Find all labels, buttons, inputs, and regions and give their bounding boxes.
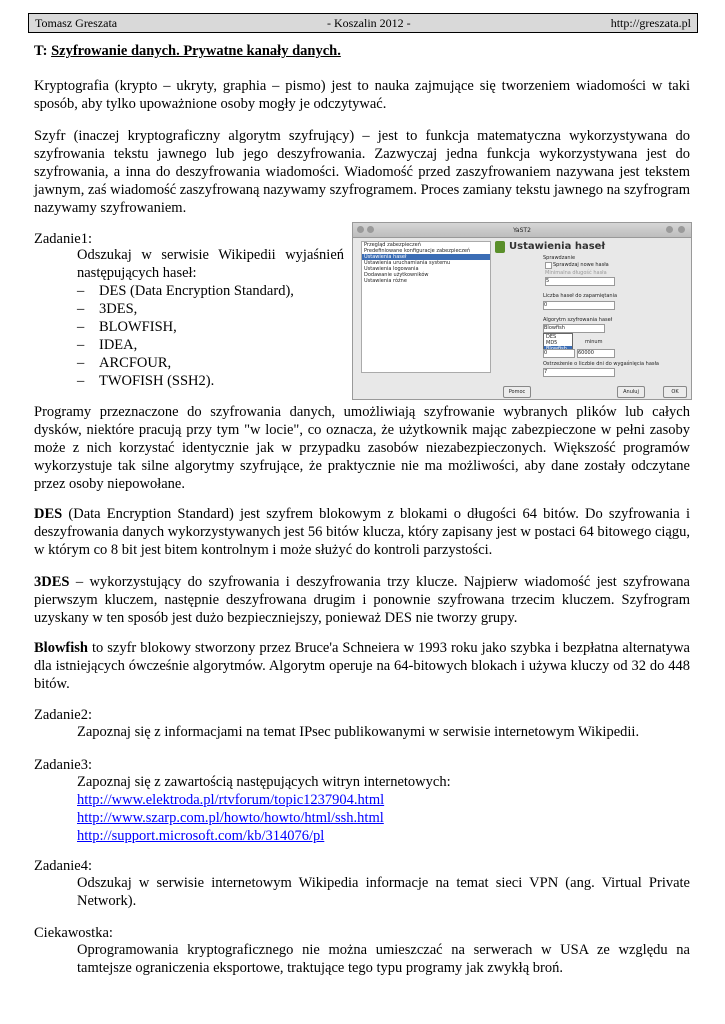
header-author: Tomasz Greszata bbox=[35, 16, 118, 30]
curiosity-text: Oprogramowania kryptograficznego nie można umieszczać na serwerach w USA ze względu na tamtejsze ograniczenia eksportowe, traktujące tego typu programy jak zwykłą broń. bbox=[77, 942, 690, 976]
paragraph-programy: Programy przeznaczone do szyfrowania danych, umożliwiają szyfrowanie wybranych plików lub całych dysków, niektóre pracują przy tym "w locie", co oznacza, że użytkownik mając zabezpieczone w pełni zasoby może z nich korzystać identycznie jak w przypadku zasobów niezabezpieczonych. Większość programów wykorzystuje tak silne algorytmy szyfrujące, że praktycznie nie ma możliwości, aby dane zostały odczytane przez osoby niepowołane. bbox=[34, 404, 690, 492]
sidebar-item: Ustawienia różne bbox=[364, 278, 407, 284]
list-item: – TWOFISH (SSH2). bbox=[77, 372, 294, 390]
paragraph-szyfr: Szyfr (inaczej kryptograficzny algorytm szyfrujący) – jest to funkcja matematyczna wykorzystywana do szyfrowania tekstu jawnego lub jego deszyfrowania. Zazwyczaj jedna funkcja wykorzystywana jest do szyfrowania, a inna do deszyfrowania wiadomości. Wiadomość przed zaszyfrowaniem nazywana jest tekstem jawnym, zaś wiadomość zaszyfrowaną nazywamy szyfrogramem. Proces zamiany tekstu jawnego na szyfrogram nazywamy szyfrowaniem. bbox=[34, 128, 690, 216]
min-length-label: Minimalna długość hasła bbox=[545, 270, 607, 276]
list-item: – BLOWFISH, bbox=[77, 318, 294, 336]
paragraph-kryptografia: Kryptografia (krypto – ukryty, graphia – pismo) jest to nauka zajmujące się tworzeniem wiadomości w taki sposób, aby tylko upoważnione osoby mogły je odczytywać. bbox=[34, 78, 690, 112]
help-button: Pomoc bbox=[503, 386, 531, 398]
warn-label: Ostrzeżenie o liczbie dni do wygaśnięcia hasła bbox=[543, 361, 659, 367]
header-site: http://greszata.pl bbox=[610, 16, 691, 30]
minimize-icon bbox=[666, 226, 673, 233]
history-label: Liczba haseł do zapamiętania bbox=[543, 293, 618, 299]
list-item: – ARCFOUR, bbox=[77, 354, 294, 372]
checks-label: Sprawdzanie bbox=[543, 255, 576, 261]
paragraph-3des: 3DES – wykorzystujący do szyfrowania i deszyfrowania trzy klucze. Najpierw wiadomość jest szyfrowana pierwszym kluczem, następnie deszyfrowana drugim i ponownie szyfrowana trzecim kluczem. Szyfrogram uzyskany w ten sposób jest dużo bezpieczniejszy, ponieważ DES nie tworzy grupy. bbox=[34, 574, 690, 626]
header-place: - Koszalin 2012 - bbox=[327, 16, 411, 30]
settings-pane bbox=[495, 241, 685, 376]
security-icon bbox=[495, 241, 505, 253]
task4-text: Odszukaj w serwisie internetowym Wikipedia informacje na temat sieci VPN (ang. Virtual Private Network). bbox=[77, 875, 690, 909]
uid-min-field: 0 bbox=[543, 349, 575, 358]
sidebar bbox=[361, 241, 491, 373]
link-microsoft[interactable]: http://support.microsoft.com/kb/314076/pl bbox=[77, 828, 325, 844]
warn-field: 7 bbox=[543, 368, 615, 377]
uid-label: minum bbox=[585, 339, 603, 345]
algo-select: Blowfish bbox=[543, 324, 605, 333]
paragraph-des: DES (Data Encryption Standard) jest szyfrem blokowym z blokami o długości 64 bitów. Do szyfrowania i deszyfrowania danych wykorzystywanych jest 56 bitów klucza, który zapisany jest w postaci 64 bitowego ciągu, w którym co 8 bit jest bitem kontrolnym i może służyć do kontroli parzystości. bbox=[34, 506, 690, 558]
sidebar-item-selected: Ustawienia haseł bbox=[362, 254, 490, 260]
task1-list bbox=[77, 282, 294, 390]
title-text: Szyfrowanie danych. Prywatne kanały danych. bbox=[51, 43, 341, 59]
min-length-field: 5 bbox=[545, 277, 615, 286]
sidebar-item: Ustawienia logowania bbox=[364, 266, 419, 272]
window-titlebar bbox=[353, 223, 691, 238]
task2-text: Zapoznaj się z informacjami na temat IPsec publikowanymi w serwisie internetowym Wikipedii. bbox=[77, 724, 640, 740]
page-title: T: Szyfrowanie danych. Prywatne kanały danych. bbox=[34, 43, 341, 59]
sidebar-item: Ustawienia uruchamiania systemu bbox=[364, 260, 451, 266]
sidebar-item: Dodawanie użytkowników bbox=[364, 272, 429, 278]
sidebar-item: Przegląd zabezpieczeń bbox=[364, 242, 421, 248]
history-field: 0 bbox=[543, 301, 615, 310]
uid-max-field: 60000 bbox=[577, 349, 615, 358]
cancel-button: Anuluj bbox=[617, 386, 645, 398]
algo-label: Algorytm szyfrowania haseł bbox=[543, 317, 613, 323]
list-item: – DES (Data Encryption Standard), bbox=[77, 282, 294, 300]
task4-label: Zadanie4: bbox=[34, 858, 92, 874]
pane-title: Ustawienia haseł bbox=[509, 241, 606, 252]
curiosity-label: Ciekawostka: bbox=[34, 925, 113, 941]
check-new-passwords-label: Sprawdzaj nowe hasła bbox=[553, 262, 609, 268]
check-new-passwords bbox=[545, 262, 552, 269]
sidebar-item: Predefiniowane konfiguracje zabezpieczeń bbox=[364, 248, 471, 254]
task3-text: Zapoznaj się z zawartością następujących witryn internetowych: bbox=[77, 774, 451, 790]
ok-button: OK bbox=[663, 386, 687, 398]
window-title: YaST2 bbox=[513, 227, 531, 234]
algo-dropdown: DES MD5 bbox=[543, 333, 573, 353]
link-elektroda[interactable]: http://www.elektroda.pl/rtvforum/topic1237904.html bbox=[77, 792, 385, 808]
task2-label: Zadanie2: bbox=[34, 707, 92, 723]
list-item: – 3DES, bbox=[77, 300, 294, 318]
list-item: – IDEA, bbox=[77, 336, 294, 354]
page-header bbox=[28, 13, 698, 33]
paragraph-blowfish: Blowfish to szyfr blokowy stworzony przez Bruce'a Schneiera w 1993 roku jako szybka i bezpłatna alternatywa dla istniejących ówcześnie algorytmów. Algorytm operuje na 64-bitowych blokach i używa kluczy od 32 do 448 bitów. bbox=[34, 640, 690, 692]
task3-block bbox=[77, 773, 690, 845]
task1-label: Zadanie1: bbox=[34, 231, 92, 247]
yast-screenshot bbox=[352, 222, 692, 400]
link-szarp[interactable]: http://www.szarp.com.pl/howto/howto/html/ssh.html bbox=[77, 810, 384, 826]
task1-text: Odszukaj w serwisie Wikipedii wyjaśnień następujących haseł: bbox=[77, 247, 344, 281]
task3-label: Zadanie3: bbox=[34, 757, 92, 773]
close-icon bbox=[678, 226, 685, 233]
